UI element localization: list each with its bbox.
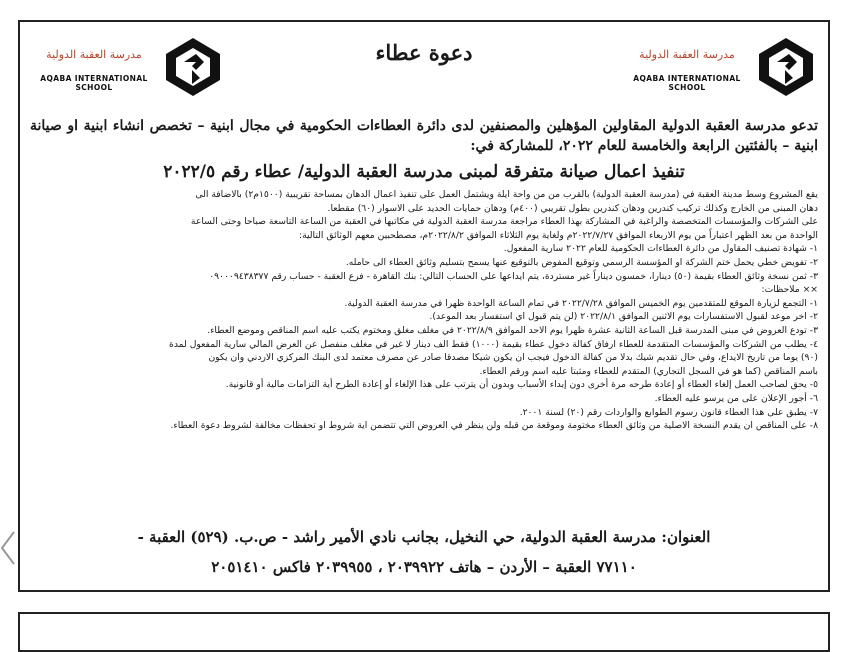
body-line: الواحدة من بعد الظهر اعتباراً من يوم الاربعاء الموافق ٢٠٢٢/٧/٢٧م ولغاية يوم الثلاثاء الموافق ٢٠٢٢/٨/٢م، مصطحبين معهم الوثائق التالية: (298, 229, 818, 241)
logo-english-name: AQABA INTERNATIONAL SCHOOL (40, 74, 148, 92)
body-line: ٣- ثمن نسخة وثائق العطاء بقيمة (٥٠) دينارا، خمسون ديناراً غير مستردة، يتم ايداعها على الحساب التالي: بنك القاهرة - فرع العقبة - حساب رقم ٠٩٠٠٠٩٤٣٨٣٧٧ (209, 270, 818, 282)
body-line: يقع المشروع وسط مدينة العقبة في (مدرسة العقبة الدولية) بالقرب من من واحة ايلة ويشتمل العمل على تنفيذ اعمال الدهان بمساحة تقريبية (١٥٠٠م٢) بالاضافة الى (195, 189, 818, 200)
body-line: ×× ملاحظات: (761, 284, 818, 296)
tender-announcement (18, 20, 830, 592)
body-line: ٢- اخر موعد لقبول الاستفسارات يوم الاثنين الموافق ٢٠٢٢/٨/١ (لن يتم قبول اي استفسار بعد الموعد). (429, 311, 818, 323)
intro-paragraph: تدعو مدرسة العقبة الدولية المقاولين المؤهلين والمصنفين لدى دائرة العطاءات الحكومية في مجال ابنية – تخصص انشاء ابنية او صيانة ابنية – بالفئتين الرابعة والخامسة للعام ٢٠٢٢، للمشاركة في: (30, 118, 818, 154)
body-line: ٧- يطبق على هذا العطاء قانون رسوم الطوابع والواردات رقم (٢٠) لسنة ٢٠٠١. (519, 406, 818, 418)
body-line: على الشركات والمؤسسات المتخصصة والراغبة في المشاركة بهذا العطاء مراجعة مدرسة العقبة الدولية في مكاتبها في العقبة من الساعة التاسعة صباحا وحتى الساعة (190, 216, 818, 228)
address-line-2: ٧٧١١٠ العقبة – الأردن – هاتف ٢٠٣٩٩٢٢ ، ٢٠٣٩٩٥٥ فاكس ٢٠٥١٤١٠ (211, 558, 637, 576)
logo-arabic-name: مدرسة العقبة الدولية (639, 48, 735, 61)
page-curl-icon (0, 530, 16, 566)
page-title: دعوة عطاء (375, 40, 473, 65)
body-line: دهان المبنى من الخارج وكذلك تركيب كندرين ودهان كندرين بطول تقريبي (٤٠٠م) ودهان حمايات الحديد على الاسوار (٦٠) مقطعا. (327, 202, 818, 214)
body-line: ٦- أجور الإعلان على من يرسو عليه العطاء. (654, 392, 818, 404)
next-announcement-box (18, 612, 830, 652)
address-line-1: العنوان: مدرسة العقبة الدولية، حي النخيل، بجانب نادي الأمير راشد - ص.ب. (٥٢٩) العقبة - (137, 528, 711, 546)
body-line: ٨- على المناقص ان يقدم النسخة الاصلية من وثائق العطاء مختومة وموقعة من قبله ولن ينظر في العروض التي تتضمن اية شروط او تحفظات مخالفة لشروط دعوة العطاء. (170, 420, 818, 432)
body-line: ٤- يطلب من الشركات والمؤسسات المتقدمة للعطاء ارفاق كفالة دخول عطاء بقيمة (١٠٠٠) فقط الف دينار لا غير في مغلف منفصل عن العرض المالي سارية المفعول لمدة (169, 338, 818, 350)
body-line: باسم المناقص (كما هو في السجل التجاري) المتقدم للعطاء ومثبتا عليه اسم ورقم العطاء. (479, 365, 818, 377)
body-line: ١- شهادة تصنيف المقاول من دائرة العطاءات الحكومية للعام ٢٠٢٢ سارية المفعول. (503, 243, 818, 255)
body-line: ١- التجمع لزيارة الموقع للمتقدمين يوم الخميس الموافق ٢٠٢٢/٧/٢٨ في تمام الساعة الواحدة ظهرا في مدرسة العقبة الدولية. (344, 297, 818, 309)
logo-arabic-name: مدرسة العقبة الدولية (46, 48, 142, 61)
address-footer (20, 522, 828, 582)
body-line: ٥- يحق لصاحب العمل إلغاء العطاء أو إعادة طرحه مرة أخرى دون إبداء الأسباب وبدون أن يترتب على هذا الإلغاء أو إعادة الطرح أية التزامات مالية أو قانونية. (225, 379, 818, 391)
school-logo-left (30, 30, 225, 102)
tender-subject: تنفيذ اعمال صيانة متفرقة لمبنى مدرسة العقبة الدولية/ عطاء رقم ٢٠٢٢/٥ (163, 162, 685, 182)
header (20, 22, 828, 112)
logo-english-name: AQABA INTERNATIONAL SCHOOL (633, 74, 741, 92)
body-line: ٢- تفويض خطي يحمل ختم الشركة او المؤسسة الرسمي وتوقيع المفوض بالتوقيع عنها يسمح بتسليم وثائق العطاء الى حامله. (345, 256, 818, 268)
body-text (30, 188, 818, 433)
school-emblem-icon (162, 36, 224, 98)
body-line: ٣- تودع العروض في مبنى المدرسة قبل الساعة الثانية عشرة ظهرا يوم الاحد الموافق ٢٠٢٢/٨/٩ في مغلف مغلق ومختوم يكتب عليه اسم المناقص وموضع العطاء. (207, 324, 818, 336)
body-line: (٩٠) يوما من تاريخ الايداع، وفي حال تقديم شيك بدلا من كفالة الدخول فيجب ان يكون شيكا مصدقا صادر عن مصرف معتمد لدى البنك المركزي الاردني وان يكون (208, 352, 818, 364)
